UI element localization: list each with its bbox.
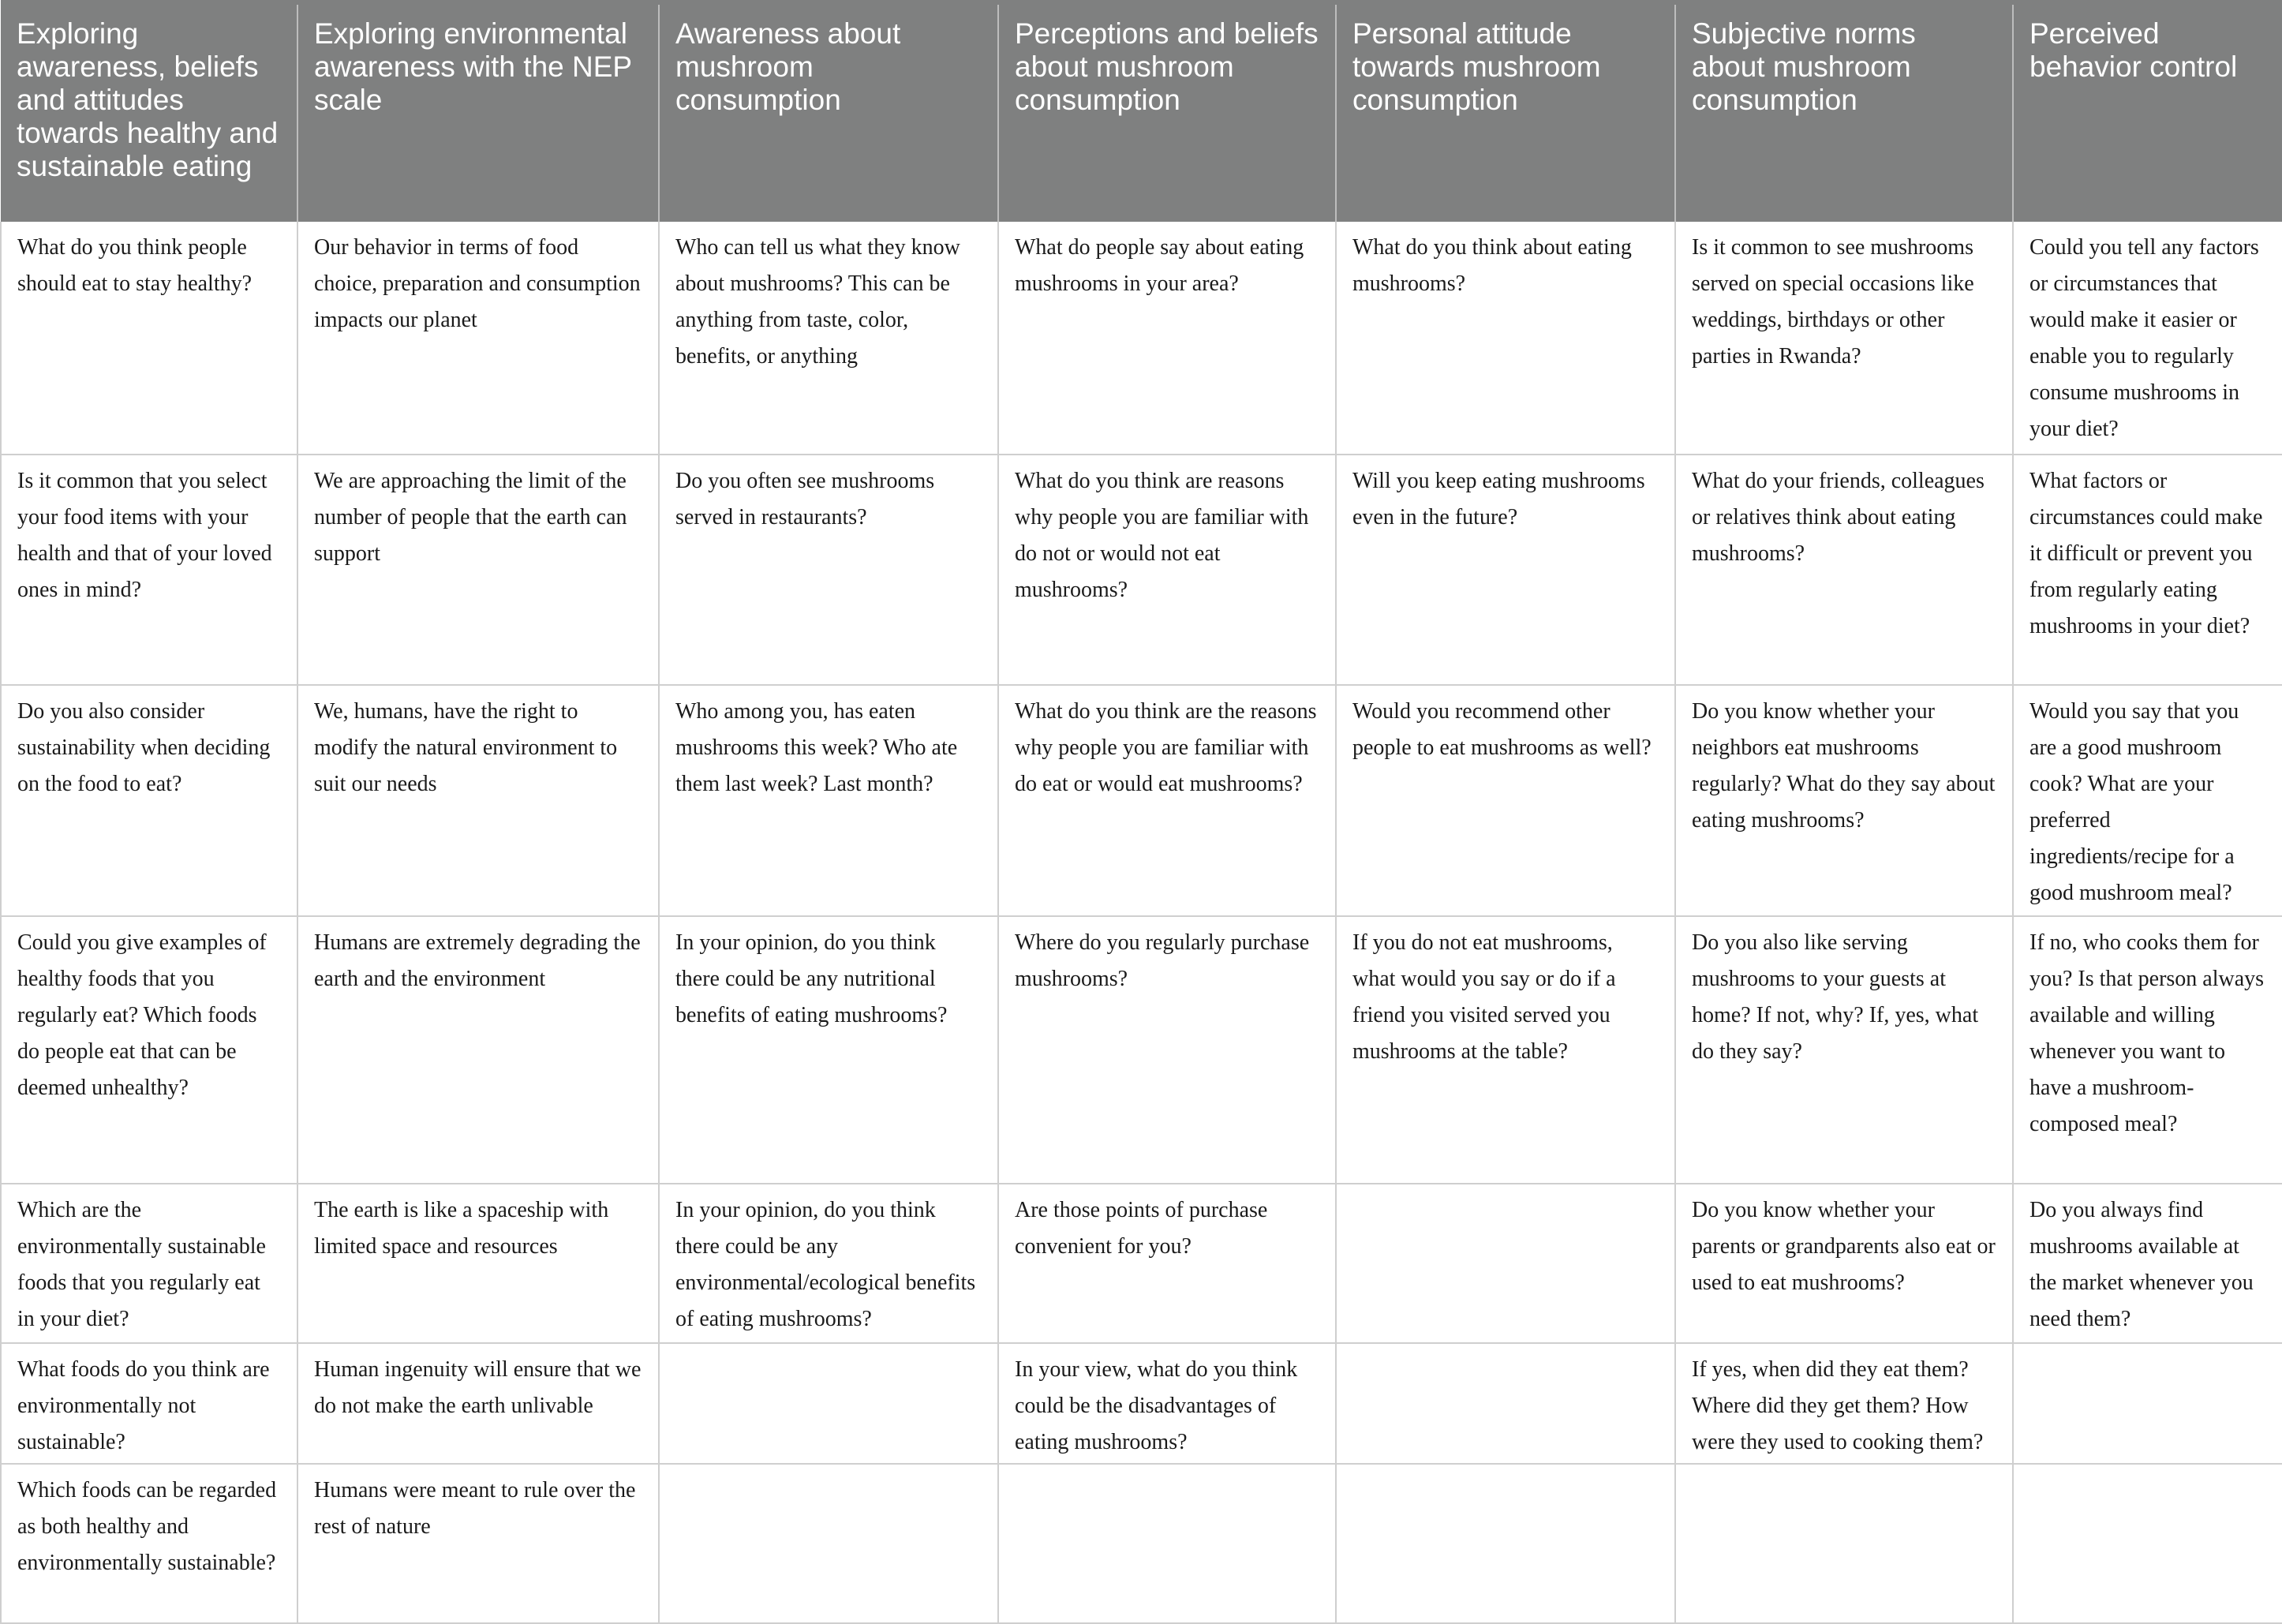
table-cell: [1675, 1464, 2013, 1623]
table-cell: In your opinion, do you think there could be any nutritional benefits of eating mushrooms?: [659, 916, 998, 1184]
table-cell: Do you always find mushrooms available at the market whenever you need them?: [2013, 1184, 2282, 1343]
table-cell: We, humans, have the right to modify the natural environment to suit our needs: [297, 685, 659, 916]
table-cell: In your opinion, do you think there could be any environmental/ecological benefits of eating mushrooms?: [659, 1184, 998, 1343]
table-row: [1, 1343, 2282, 1464]
table-cell: Human ingenuity will ensure that we do not make the earth unlivable: [297, 1343, 659, 1464]
table-cell: Do you often see mushrooms served in restaurants?: [659, 455, 998, 686]
table-cell: Humans are extremely degrading the earth and the environment: [297, 916, 659, 1184]
table-cell: [1336, 1464, 1675, 1623]
table-cell: Our behavior in terms of food choice, preparation and consumption impacts our planet: [297, 222, 659, 455]
table-cell: Where do you regularly purchase mushrooms?: [998, 916, 1336, 1184]
table-cell: Will you keep eating mushrooms even in the future?: [1336, 455, 1675, 686]
table-cell: [1336, 1184, 1675, 1343]
table-cell: Would you say that you are a good mushroom cook? What are your preferred ingredients/recipe for a good mushroom meal?: [2013, 685, 2282, 916]
table-cell: What do you think are the reasons why people you are familiar with do eat or would eat mushrooms?: [998, 685, 1336, 916]
table-cell: Who can tell us what they know about mushrooms? This can be anything from taste, color, benefits, or anything: [659, 222, 998, 455]
table-cell: Humans were meant to rule over the rest of nature: [297, 1464, 659, 1623]
table-row: [1, 916, 2282, 1184]
table-cell: Do you also like serving mushrooms to your guests at home? If not, why? If, yes, what do they say?: [1675, 916, 2013, 1184]
table-cell: What do you think are reasons why people you are familiar with do not or would not eat mushrooms?: [998, 455, 1336, 686]
header-mushroom-awareness: Awareness about mushroom consumption: [659, 2, 998, 222]
header-perceptions-beliefs: Perceptions and beliefs about mushroom consumption: [998, 2, 1336, 222]
table-cell: [2013, 1343, 2282, 1464]
table-cell: Who among you, has eaten mushrooms this week? Who ate them last week? Last month?: [659, 685, 998, 916]
table-cell: Which foods can be regarded as both healthy and environmentally sustainable?: [1, 1464, 297, 1623]
table-cell: If no, who cooks them for you? Is that person always available and willing whenever you want to have a mushroom-composed meal?: [2013, 916, 2282, 1184]
table-cell: Are those points of purchase convenient for you?: [998, 1184, 1336, 1343]
header-healthy-sustainable-eating: Exploring awareness, beliefs and attitudes towards healthy and sustainable eating: [1, 2, 297, 222]
table-cell: [1336, 1343, 1675, 1464]
table-cell: What do your friends, colleagues or relatives think about eating mushrooms?: [1675, 455, 2013, 686]
table-cell: What foods do you think are environmentally not sustainable?: [1, 1343, 297, 1464]
table-cell: Could you give examples of healthy foods that you regularly eat? Which foods do people eat that can be deemed unhealthy?: [1, 916, 297, 1184]
table-cell: Which are the environmentally sustainable foods that you regularly eat in your diet?: [1, 1184, 297, 1343]
table-row: [1, 222, 2282, 455]
table-cell: What do people say about eating mushrooms in your area?: [998, 222, 1336, 455]
table-cell: In your view, what do you think could be the disadvantages of eating mushrooms?: [998, 1343, 1336, 1464]
table-cell: [2013, 1464, 2282, 1623]
table-cell: What do you think about eating mushrooms?: [1336, 222, 1675, 455]
table-cell: [998, 1464, 1336, 1623]
table-cell: If you do not eat mushrooms, what would you say or do if a friend you visited served you mushrooms at the table?: [1336, 916, 1675, 1184]
table-row: [1, 1184, 2282, 1343]
table-cell: If yes, when did they eat them? Where did they get them? How were they used to cooking them?: [1675, 1343, 2013, 1464]
header-perceived-behavior-control: Perceived behavior control: [2013, 2, 2282, 222]
table-cell: Do you know whether your parents or grandparents also eat or used to eat mushrooms?: [1675, 1184, 2013, 1343]
table-cell: [659, 1464, 998, 1623]
header-subjective-norms: Subjective norms about mushroom consumption: [1675, 2, 2013, 222]
header-row: [1, 2, 2282, 222]
table-cell: [659, 1343, 998, 1464]
table-cell: Could you tell any factors or circumstances that would make it easier or enable you to regularly consume mushrooms in your diet?: [2013, 222, 2282, 455]
table-cell: Is it common to see mushrooms served on special occasions like weddings, birthdays or other parties in Rwanda?: [1675, 222, 2013, 455]
table-cell: Would you recommend other people to eat mushrooms as well?: [1336, 685, 1675, 916]
table-row: [1, 455, 2282, 686]
table-row: [1, 685, 2282, 916]
table-cell: The earth is like a spaceship with limited space and resources: [297, 1184, 659, 1343]
table-row: [1, 1464, 2282, 1623]
table-cell: Is it common that you select your food items with your health and that of your loved ones in mind?: [1, 455, 297, 686]
table-cell: We are approaching the limit of the number of people that the earth can support: [297, 455, 659, 686]
table-cell: What factors or circumstances could make it difficult or prevent you from regularly eating mushrooms in your diet?: [2013, 455, 2282, 686]
table-cell: Do you also consider sustainability when deciding on the food to eat?: [1, 685, 297, 916]
header-nep-scale: Exploring environmental awareness with the NEP scale: [297, 2, 659, 222]
table-cell: Do you know whether your neighbors eat mushrooms regularly? What do they say about eating mushrooms?: [1675, 685, 2013, 916]
header-personal-attitude: Personal attitude towards mushroom consumption: [1336, 2, 1675, 222]
table-cell: What do you think people should eat to stay healthy?: [1, 222, 297, 455]
